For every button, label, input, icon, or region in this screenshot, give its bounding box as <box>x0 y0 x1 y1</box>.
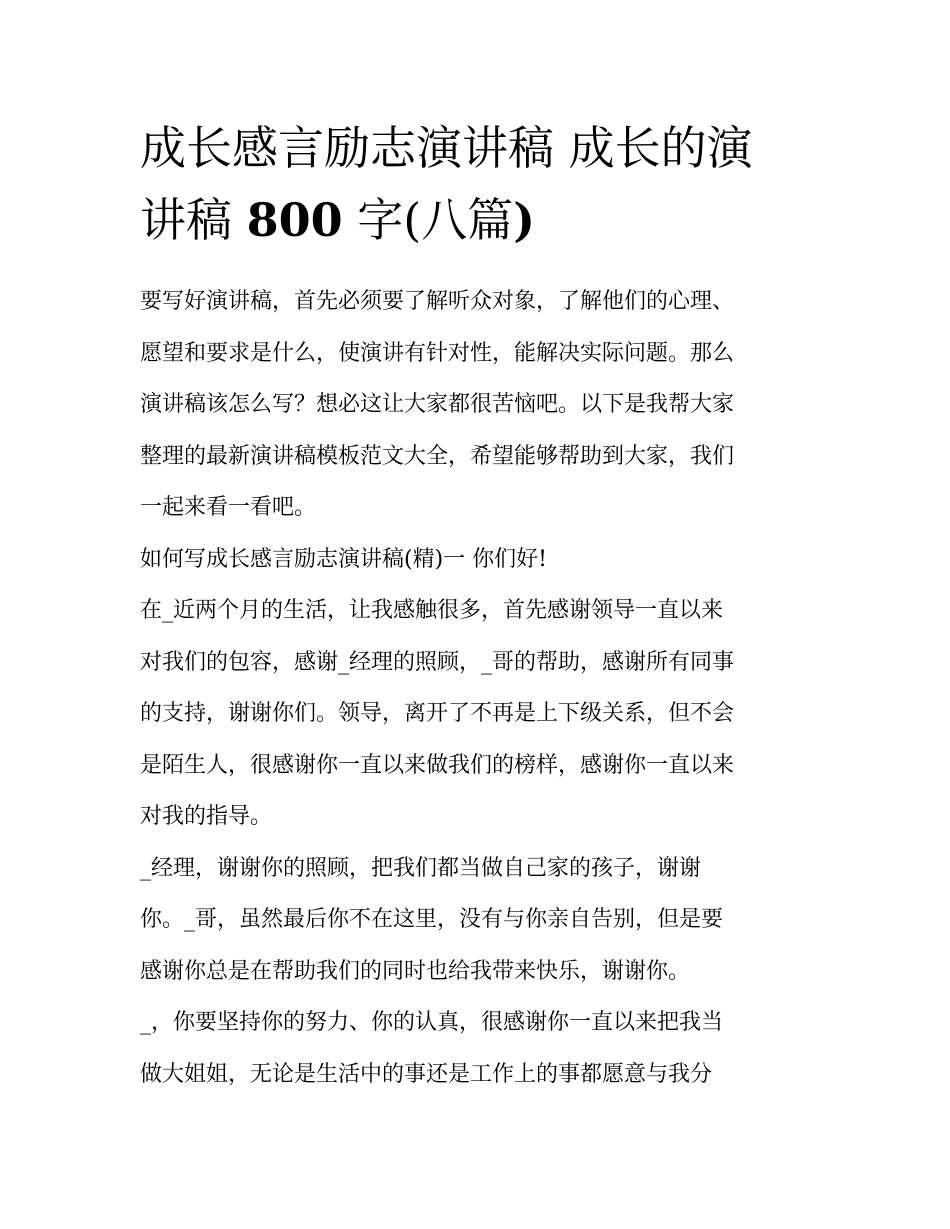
title-line-2-part-a: 讲稿 <box>140 193 247 247</box>
body-line: 做大姐姐，无论是生活中的事还是工作上的事都愿意与我分 <box>140 1061 713 1087</box>
body-line: 对我们的包容，感谢_经理的照顾，_哥的帮助，感谢所有同事 <box>140 649 735 675</box>
body-line: 整理的最新演讲稿模板范文大全，希望能够帮助到大家，我们 <box>140 443 735 469</box>
body-line: _经理，谢谢你的照顾，把我们都当做自己家的孩子，谢谢 <box>140 855 702 881</box>
title-line-2-part-d: 八篇 <box>421 193 514 247</box>
title-line-2-number: 800 <box>246 193 343 247</box>
title-line-1: 成长感言励志演讲稿 成长的演 <box>140 121 753 175</box>
title-line-2-part-e: ) <box>513 193 535 247</box>
body-line: 在_近两个月的生活，让我感触很多，首先感谢领导一直以来 <box>140 598 724 623</box>
body-line: 愿望和要求是什么，使演讲有针对性，能解决实际问题。那么 <box>140 340 735 366</box>
body-line: 的支持，谢谢你们。领导，离开了不再是上下级关系，但不会 <box>140 701 735 726</box>
document-title <box>140 112 820 256</box>
body-line: _，你要坚持你的努力、你的认真，很感谢你一直以来把我当 <box>140 1010 724 1035</box>
body-line: 你。_哥，虽然最后你不在这里，没有与你亲自告别，但是要 <box>140 907 724 932</box>
document-body <box>140 276 820 1100</box>
body-line: 要写好演讲稿，首先必须要了解听众对象，了解他们的心理、 <box>140 289 735 314</box>
section-heading: 如何写成长感言励志演讲稿(精)一 你们好! <box>140 546 548 572</box>
body-line: 一起来看一看吧。 <box>140 495 317 520</box>
title-line-2-part-c: 字( <box>342 193 422 247</box>
body-line: 感谢你总是在帮助我们的同时也给我带来快乐，谢谢你。 <box>140 958 691 984</box>
body-line: 演讲稿该怎么写？想必这让大家都很苦恼吧。以下是我帮大家 <box>140 392 735 417</box>
body-line: 是陌生人，很感谢你一直以来做我们的榜样，感谢你一直以来 <box>140 752 735 778</box>
body-line: 对我的指导。 <box>140 804 273 829</box>
